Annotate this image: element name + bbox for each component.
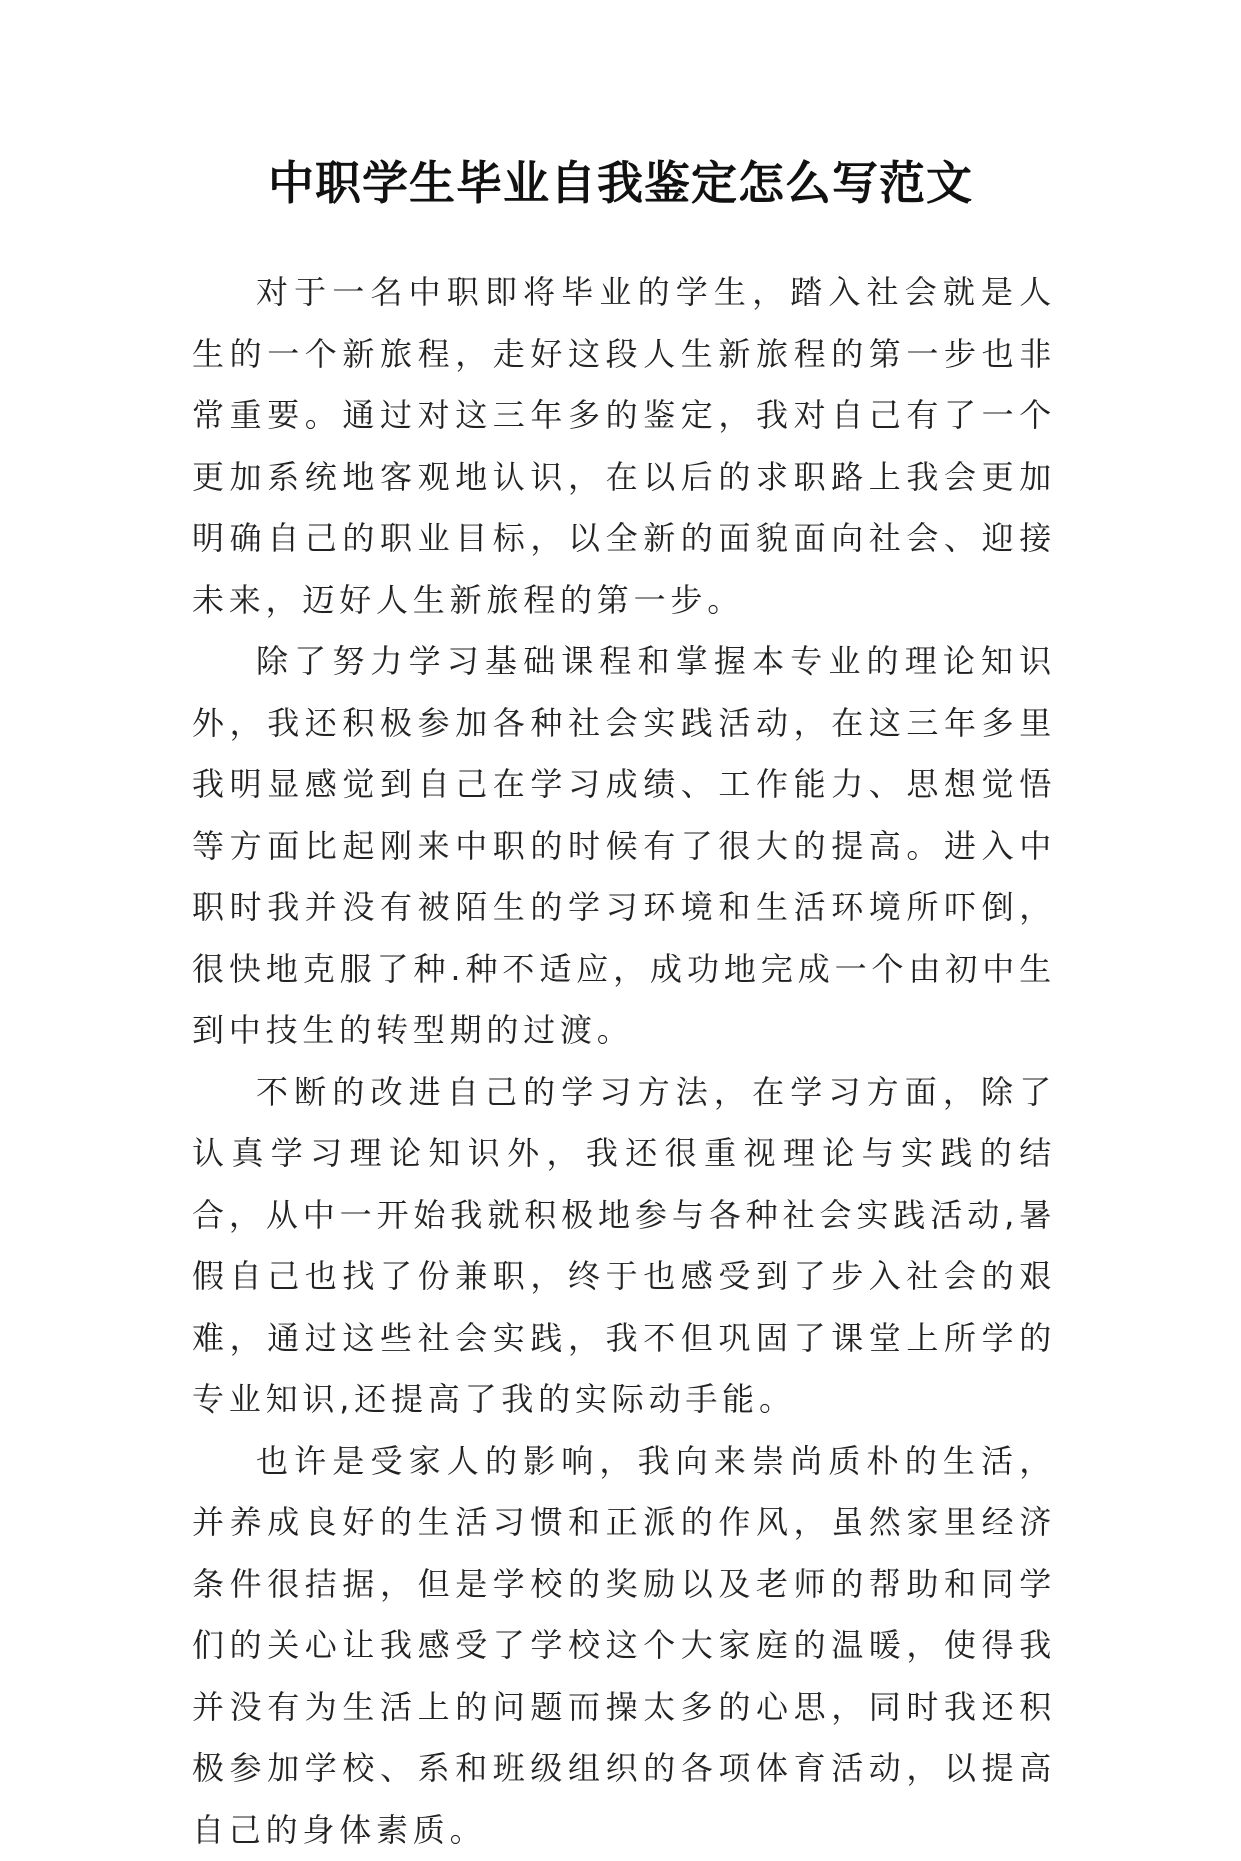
paragraph-2: 除了努力学习基础课程和掌握本专业的理论知识外，我还积极参加各种社会实践活动，在这三年多里我明显感觉到自己在学习成绩、工作能力、思想觉悟等方面比起刚来中职的时候有了很大的提高。进入中职时我并没有被陌生的学习环境和生活环境所吓倒，很快地克服了种.种不适应，成功地完成一个由初中生到中技生的转型期的过渡。 <box>192 631 1056 1062</box>
document-title: 中职学生毕业自我鉴定怎么写范文 <box>0 148 1241 218</box>
paragraph-4: 也许是受家人的影响，我向来崇尚质朴的生活，并养成良好的生活习惯和正派的作风，虽然家里经济条件很拮据，但是学校的奖励以及老师的帮助和同学们的关心让我感受了学校这个大家庭的温暖，使得我并没有为生活上的问题而操太多的心思，同时我还积极参加学校、系和班级组织的各项体育活动，以提高自己的身体素质。 <box>192 1431 1056 1861</box>
document-body <box>192 262 1056 1861</box>
paragraph-1: 对于一名中职即将毕业的学生，踏入社会就是人生的一个新旅程，走好这段人生新旅程的第一步也非常重要。通过对这三年多的鉴定，我对自己有了一个更加系统地客观地认识，在以后的求职路上我会更加明确自己的职业目标，以全新的面貌面向社会、迎接未来，迈好人生新旅程的第一步。 <box>192 262 1056 631</box>
paragraph-3: 不断的改进自己的学习方法，在学习方面，除了认真学习理论知识外，我还很重视理论与实践的结合，从中一开始我就积极地参与各种社会实践活动,暑假自己也找了份兼职，终于也感受到了步入社会的艰难，通过这些社会实践，我不但巩固了课堂上所学的专业知识,还提高了我的实际动手能。 <box>192 1062 1056 1431</box>
